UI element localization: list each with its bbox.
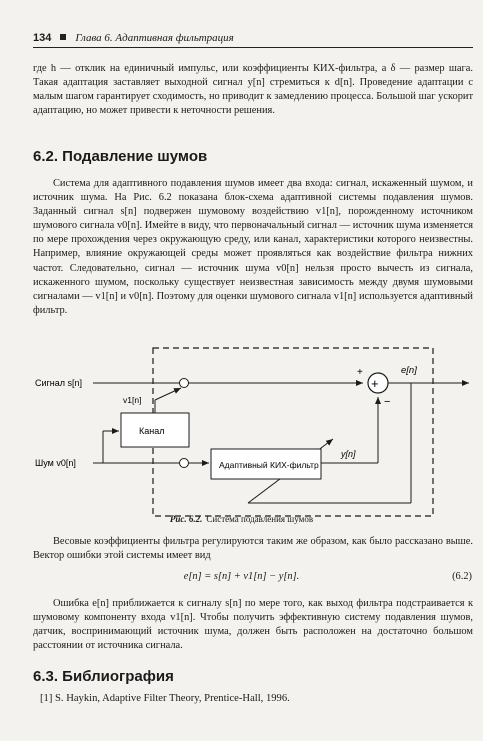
signal-label: Сигнал s[n] [35, 378, 83, 388]
sum-symbol: + [371, 376, 379, 391]
error-label: e[n] [401, 365, 417, 376]
caption-text: Система подавления шумов [206, 514, 314, 524]
signal-input-node [180, 379, 189, 388]
equation-number: (6.2) [452, 571, 472, 582]
after-figure-paragraph: Весовые коэффициенты фильтра регулируются таким же образом, как было рассказано выше. Вектор ошибки этой системы имеет вид [33, 536, 473, 562]
figure-caption [0, 514, 483, 524]
noise-paragraph: Система для адаптивного подавления шумов имеет два входа: сигнал, искаженный шумом, и источник шума. На Рис. 6.2 показана блок-схема адаптивной системы подавления шумов. Заданный сигнал s[n] подвержен шумовому воздействию v1[n], порожденному источником шумового сигнала v0[n]. Имейте в виду, что первоначальный сигнал — источник шума изменяется по мере прохождения через окружающую среду, или канал, характеристики которого неизвестны. Например, влияние окружающей среды может проявляться как воздействие фильтра нижних частот. Следовательно, сигнал — источник шума v0[n] нельзя просто вычесть из сигнала, искаженного шумом, поскольку существует неизвестная зависимость между двумя шумовыми сигналами — v1[n] и v0[n]. Поэтому для оценки шумового сигнала v1[n] используется адаптивный фильтр. [33, 178, 473, 316]
intro-paragraph: где h — отклик на единичный импульс, или коэффициенты КИХ-фильтра, а δ — размер шага. Такая адаптация заставляет выходной сигнал y[n] стремиться к d[n]. Проведение адаптации с малым шагом гарантирует сходимость, но приводит к замедлению процесса. Большой шаг ускорит адаптацию, но может привести к неточности решения. [33, 63, 473, 117]
filter-label: Адаптивный КИХ-фильтр [219, 460, 319, 470]
y-label: y[n] [341, 449, 356, 459]
error-paragraph: Ошибка e[n] приближается к сигналу s[n] по мере того, как выход фильтра подстраивается к шумовому компоненту входа v1[n]. Чтобы получить эффективную систему подавления шумов, датчик, воспринимающий источник шума, должен быть расположен на достаточно большом расстоянии от источника сигнала. [33, 598, 473, 652]
block-diagram [33, 345, 473, 525]
noise-label: Шум v0[n] [35, 458, 76, 468]
v1-label: v1[n] [123, 395, 142, 405]
minus-sign: − [384, 396, 391, 408]
system-boundary [153, 348, 433, 516]
section-heading-noise: 6.2. Подавление шумов [33, 148, 208, 165]
section-heading-bibliography: 6.3. Библиография [33, 668, 174, 685]
square-bullet-icon [60, 34, 66, 40]
page-number: 134 [33, 32, 52, 44]
figure-noise-cancellation [33, 345, 473, 525]
bibliography-entry: [1] S. Haykin, Adaptive Filter Theory, Prentice-Hall, 1996. [40, 693, 290, 704]
plus-sign: + [357, 367, 363, 378]
channel-label: Канал [139, 426, 165, 436]
equation-formula: e[n] = s[n] + v1[n] − y[n]. [183, 571, 300, 582]
chapter-title: Глава 6. Адаптивная фильтрация [75, 32, 234, 44]
running-header [33, 32, 473, 48]
noise-input-node [180, 459, 189, 468]
caption-number: Рис. 6.2. [169, 514, 203, 524]
